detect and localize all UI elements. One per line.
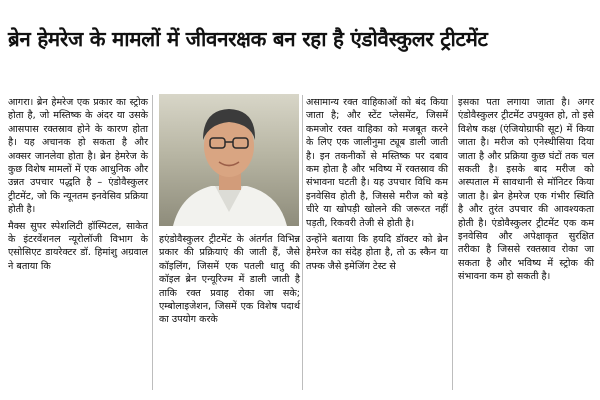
column-divider (302, 95, 303, 390)
person-portrait-icon (159, 94, 299, 226)
paragraph: आगरा। ब्रेन हेमरेज एक प्रकार का स्ट्रोक होता है, जो मस्तिष्क के अंदर या उसके आसपास रक्तस्राव होने के कारण होता है। यह अचानक हो सकता है और अक्सर जानलेवा होता है। ब्रेन हेमरेज के कुछ विशेष मामलों में एक आधुनिक और उन्नत उपचार पद्धति है – एंडोवैस्कुलर ट्रीटमेंट, जो कि न्यूनतम इनवेसिव प्रक्रिया होती है। (8, 97, 148, 216)
article-column-2 (159, 233, 300, 327)
article-column-1 (8, 96, 148, 273)
doctor-photo (159, 94, 299, 226)
article-column-4 (458, 96, 594, 284)
paragraph: उन्होंने बताया कि हयदि डॉक्टर को ब्रेन हेमरेज का संदेह होता है, तो ऊ स्कैन या तफ्क जैसे इमेजिंग टेस्ट से (306, 234, 448, 272)
headline: ब्रेन हेमरेज के मामलों में जीवनरक्षक बन रहा है एंडोवैस्कुलर ट्रीटमेंट (8, 27, 488, 51)
paragraph: मैक्स सुपर स्पेशलिटी हॉस्पिटल, साकेत के इंटरवेंशनल न्यूरोलॉजी विभाग के एसोसिएट डायरेक्टर डॉ. हिमांशु अग्रवाल ने बताया कि (8, 220, 148, 272)
paragraph: हएंडोवैस्कुलर ट्रीटमेंट के अंतर्गत विभिन्न प्रकार की प्रक्रियाएं की जाती हैं, जैसे कॉइलिंग, जिसमें एक पतली धातु की कॉइल ब्रेन एन्यूरिज्म में डाली जाती है ताकि रक्त प्रवाह रोका जा सके; एम्बोलाइजेशन, जिसमें एक विशेष पदार्थ का उपयोग करके (159, 234, 300, 326)
paragraph: इसका पता लगाया जाता है। अगर एंडोवैस्कुलर ट्रीटमेंट उपयुक्त हो, तो इसे विशेष कक्ष (एंजियोग्राफी सूट) में किया जाता है। मरीज को एनेस्थीसिया दिया जाता है और प्रक्रिया कुछ घंटों तक चल सकती है। इसके बाद मरीज को अस्पताल में सावधानी से मॉनिटर किया जाता है। ब्रेन हेमरेज एक गंभीर स्थिति है और तुरंत उपचार की आवश्यकता होती है। एंडोवैस्कुलर ट्रीटमेंट एक कम इनवेसिव और अपेक्षाकृत सुरक्षित तरीका है जिससे रक्तस्राव रोका जा सकता है और भविष्य में स्ट्रोक की संभावना कम हो सकती है। (458, 97, 594, 283)
column-divider (152, 95, 153, 390)
paragraph: असामान्य रक्त वाहिकाओं को बंद किया जाता है; और स्टेंट प्लेसमेंट, जिसमें कमजोर रक्त वाहिका को मजबूत करने के लिए एक जालीनुमा ट्यूब डाली जाती है। इन तकनीकों से मस्तिष्क पर दबाव कम होता है और भविष्य में रक्तस्राव की संभावना घटती है। यह उपचार विधि कम इनवेसिव होती है, जिससे मरीज को बड़े चीरे या खोपड़ी खोलने की जरूरत नहीं पड़ती, रिकवरी तेजी से होती है। (306, 97, 448, 229)
article-column-3 (306, 96, 448, 273)
column-divider (452, 95, 453, 390)
